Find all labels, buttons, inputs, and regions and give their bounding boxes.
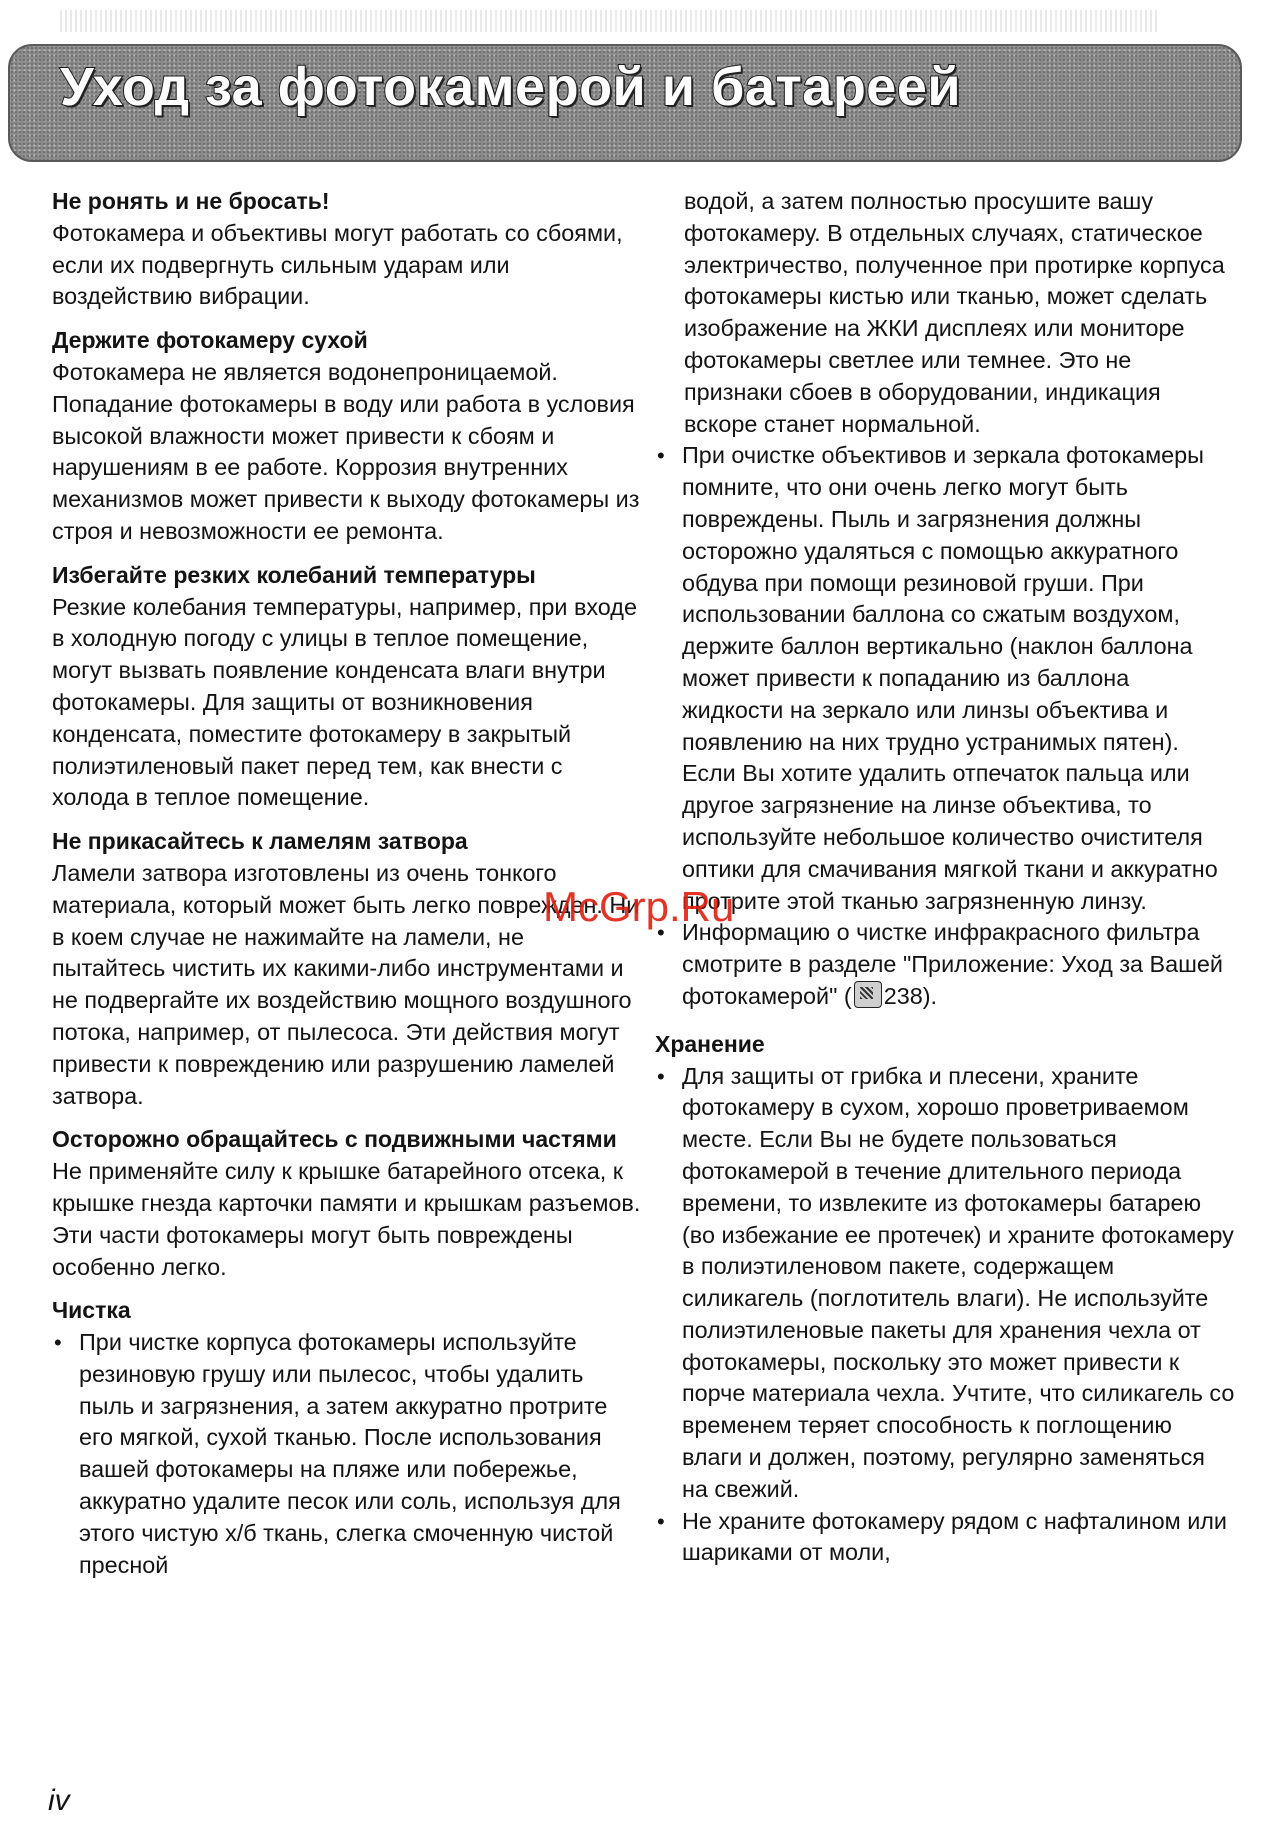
cleaning-bullet-3 (655, 917, 1235, 1012)
section-storage (655, 1029, 1235, 1570)
section-body-drop: Фотокамера и объективы могут работать со сбоями, если их подвергнуть сильным ударам или воздействию вибрации. (52, 219, 623, 310)
storage-bullet-1: • Для защиты от грибка и плесени, храните фотокамеру в сухом, хорошо проветриваемом месте. Если Вы не будете пользоваться фотокамерой в течение длительного периода времени, то извлеките из фотокамеры батарею (во избежание ее протечек) и храните фотокамеру в полиэтиленовом пакете, содержащем силикагель (поглотитель влаги). Не используйте полиэтиленовые пакеты для хранения чехла от фотокамеры, поскольку это может привести к порче материала чехла. Учтите, что силикагель со временем теряет способность к поглощению влаги и должен, поэтому, регулярно заменяться на свежий. (655, 1061, 1235, 1506)
section-cleaning (52, 1295, 642, 1581)
section-heading-cleaning: Чистка (52, 1297, 131, 1324)
watermark: McGrp.Ru (543, 883, 735, 930)
page-number: iv (48, 1784, 70, 1817)
section-body-shutter: Ламели затвора изготовлены из очень тонкого материала, который может быть легко поврежден. Ни в коем случае не нажимайте на ламели, не пытайтесь чистить их какими-либо инструментами и не подвергайте их воздействию мощного воздушного потока, например, от пылесоса. Эти действия могут привести к повреждению или разрушению ламелей затвора. (52, 859, 640, 1109)
section-dry (52, 325, 642, 548)
title-banner (8, 44, 1242, 162)
cleaning-bullet-3-text: Информацию о чистке инфракрасного фильтра смотрите в разделе "Приложение: Уход за Вашей фотокамерой" ( (682, 919, 1223, 1009)
cleaning-bullet-3-page-ref: 238). (883, 982, 938, 1009)
section-body-dry: Фотокамера не является водонепроницаемой. Попадание фотокамеры в воду или работа в условия высокой влажности может привести к сбоям и нарушениям в ее работе. Коррозия внутренних механизмов может привести к выходу фотокамеры из строя и невозможности ее ремонта. (52, 358, 640, 544)
section-heading-shutter: Не прикасайтесь к ламелям затвора (52, 828, 468, 855)
scan-noise-strip (60, 10, 1160, 32)
section-heading-storage: Хранение (655, 1030, 765, 1057)
cleaning-bullet-1-continued: водой, а затем полностью просушите вашу фотокамеру. В отдельных случаях, статическое электричество, полученное при протирке корпуса фотокамеры кистью или тканью, может сделать изображение на ЖКИ дисплеях или мониторе фотокамеры светлее или темнее. Это не признаки сбоев в оборудовании, индикация вскоре станет нормальной. (684, 188, 1225, 437)
page-title: Уход за фотокамерой и батареей (60, 57, 962, 117)
section-heading-moving-parts: Осторожно обращайтесь с подвижными частями (52, 1126, 617, 1153)
section-body-temperature: Резкие колебания температуры, например, при входе в холодную погоду с улицы в теплое помещение, могут вызвать появление конденсата влаги внутри фотокамеры. Для защиты от возникновения конденсата, поместите фотокамеру в закрытый полиэтиленовый пакет перед тем, как внести с холода в теплое помещение. (52, 593, 637, 811)
reference-book-icon (854, 981, 882, 1008)
section-body-moving-parts: Не применяйте силу к крышке батарейного отсека, к крышке гнезда карточки памяти и крышкам разъемов. Эти части фотокамеры могут быть повреждены особенно легко. (52, 1158, 641, 1280)
section-heading-dry: Держите фотокамеру сухой (52, 327, 368, 354)
storage-list (655, 1061, 1235, 1570)
cleaning-list-continued (655, 440, 1235, 1012)
section-temperature (52, 560, 642, 814)
cleaning-list (52, 1327, 642, 1581)
cleaning-bullet-1: • При чистке корпуса фотокамеры используйте резиновую грушу или пылесос, чтобы удалить пыль и загрязнения, а затем аккуратно протрите его мягкой, сухой тканью. После использования вашей фотокамеры на пляже или побережье, аккуратно удалите песок или соль, используя для этого чистую х/б ткань, слегка смоченную чистой пресной (52, 1327, 642, 1581)
section-heading-temperature: Избегайте резких колебаний температуры (52, 561, 536, 588)
section-drop (52, 186, 642, 313)
cleaning-bullet-2: • При очистке объективов и зеркала фотокамеры помните, что они очень легко могут быть повреждены. Пыль и загрязнения должны осторожно удаляться с помощью аккуратного обдува при помощи резиновой груши. При использовании баллона со сжатым воздухом, держите баллон вертикально (наклон баллона может привести к попаданию из баллона жидкости на зеркало или линзы объектива и появлению на них трудно устранимых пятен). Если Вы хотите удалить отпечаток пальца или другое загрязнение на линзе объектива, то используйте небольшое количество очистителя оптики для смачивания мягкой ткани и аккуратно протрите этой тканью загрязненную линзу. (655, 440, 1235, 917)
right-column (655, 186, 1235, 1581)
storage-bullet-2: • Не храните фотокамеру рядом с нафталином или шариками от моли, (655, 1506, 1235, 1570)
section-moving-parts (52, 1124, 642, 1283)
section-shutter (52, 826, 642, 1112)
section-heading-drop: Не ронять и не бросать! (52, 188, 330, 214)
